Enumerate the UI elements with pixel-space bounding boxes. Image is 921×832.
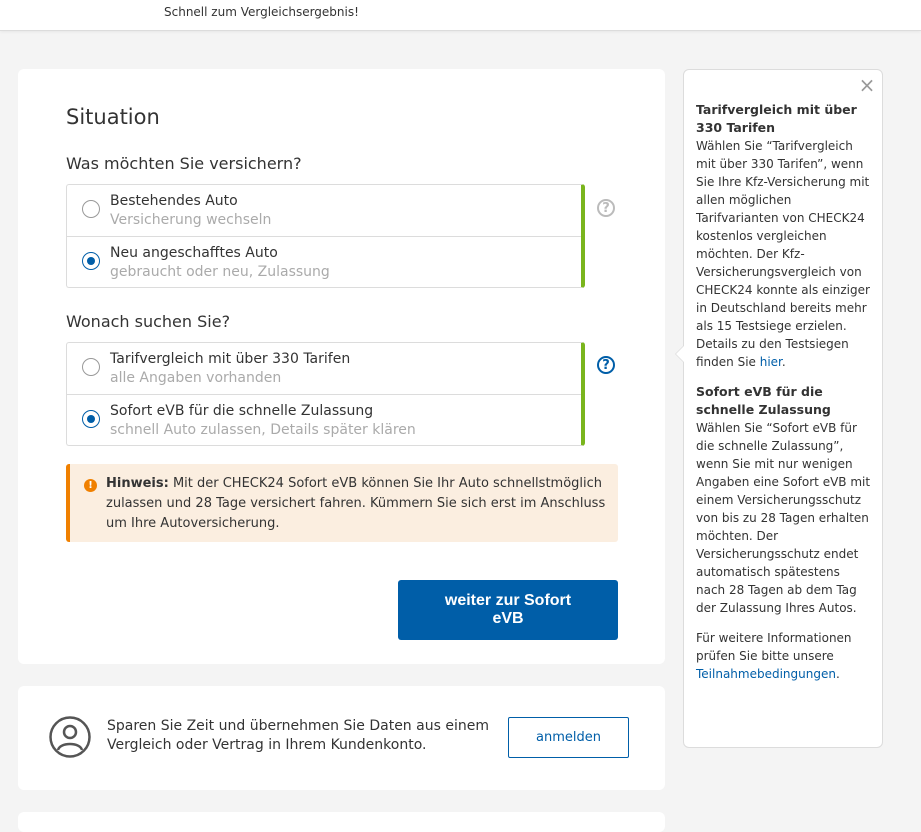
notice-box xyxy=(66,464,618,542)
option-subtitle: gebraucht oder neu, Zulassung xyxy=(110,264,330,280)
insure-option-group xyxy=(66,184,585,288)
terms-link[interactable]: Teilnahmebedingungen xyxy=(696,667,836,681)
radio-tariff-comparison[interactable] xyxy=(82,358,100,376)
radio-new-car[interactable] xyxy=(82,252,100,270)
question-search-label: Wonach suchen Sie? xyxy=(66,312,231,331)
sidebar-heading: Sofort eVB für die schnelle Zulassung xyxy=(696,384,831,417)
situation-title: Situation xyxy=(66,105,160,129)
sidebar-body-text: Wählen Sie “Sofort eVB für die schnelle Zulassung”, wenn Sie mit nur wenigen Angaben eine Sofort eVB mit einem Versicherungsschutz von bis zu 28 Tagen erhalten möchten. Der Versicherungsschutz endet automatisch spätestens nach 28 Tagen ab dem Tag der Zulassung Ihres Autos. xyxy=(696,421,871,615)
option-instant-evb[interactable] xyxy=(67,394,581,445)
option-new-car[interactable] xyxy=(67,236,581,287)
info-icon: ! xyxy=(84,479,97,492)
notice-label: Hinweis: xyxy=(106,476,169,491)
sidebar-content xyxy=(696,101,872,695)
login-prompt-text: Sparen Sie Zeit und übernehmen Sie Daten aus einem Vergleich oder Vertrag in Ihrem Kundenkonto. xyxy=(107,718,489,753)
option-title: Neu angeschafftes Auto xyxy=(110,245,278,261)
top-bar xyxy=(0,0,921,31)
notice-text xyxy=(106,474,612,534)
notice-body: Mit der CHECK24 Sofort eVB können Sie Ihr Auto schnellstmöglich zulassen und 28 Tage versichert fahren. Kümmern Sie sich erst im Anschluss um Ihre Autoversicherung. xyxy=(106,476,606,531)
help-sidebar xyxy=(683,69,883,748)
help-question-icon[interactable]: ? xyxy=(597,199,615,217)
option-existing-car[interactable] xyxy=(67,185,581,236)
sidebar-body-text: Für weitere Informationen prüfen Sie bitte unsere xyxy=(696,631,852,663)
sidebar-body xyxy=(696,629,872,683)
continue-instant-evb-button[interactable]: weiter zur Sofort eVB xyxy=(398,580,618,640)
sidebar-body-suffix: . xyxy=(781,355,786,369)
next-card xyxy=(18,812,665,832)
sidebar-section-tariff xyxy=(696,101,872,371)
help-question-icon-active[interactable]: ? xyxy=(597,356,615,374)
radio-instant-evb[interactable] xyxy=(82,410,100,428)
login-card xyxy=(18,686,665,790)
sidebar-body-suffix: . xyxy=(835,667,840,681)
header-tagline: Schnell zum Vergleichsergebnis! xyxy=(164,5,359,19)
option-subtitle: Versicherung wechseln xyxy=(110,212,272,228)
option-subtitle: alle Angaben vorhanden xyxy=(110,370,282,386)
option-tariff-comparison[interactable] xyxy=(67,343,581,394)
option-title: Tarifvergleich mit über 330 Tarifen xyxy=(110,351,351,367)
sidebar-section-terms xyxy=(696,629,872,683)
sidebar-section-evb xyxy=(696,383,872,617)
sidebar-heading: Tarifvergleich mit über 330 Tarifen xyxy=(696,102,857,135)
option-title: Bestehendes Auto xyxy=(110,193,238,209)
sidebar-body xyxy=(696,137,872,371)
user-circle-icon xyxy=(49,716,91,758)
option-title: Sofort eVB für die schnelle Zulassung xyxy=(110,403,374,419)
sidebar-body-text: Wählen Sie “Tarifvergleich mit über 330 Tarifen”, wenn Sie Ihre Kfz-Versicherung mit allen möglichen Tarifvarianten von CHECK24 kostenlos vergleichen möchten. Der Kfz-Versicherungsvergleich von CHECK24 konnte als einziger in Deutschland bereits mehr als 15 Testsiege erzielen. Details zu den Testsiegen finden Sie xyxy=(696,139,870,369)
radio-existing-car[interactable] xyxy=(82,200,100,218)
option-subtitle: schnell Auto zulassen, Details später klären xyxy=(110,422,416,438)
situation-card xyxy=(18,69,665,664)
question-insure-label: Was möchten Sie versichern? xyxy=(66,154,302,173)
login-button[interactable]: anmelden xyxy=(508,717,629,758)
testsiege-link[interactable]: hier xyxy=(759,355,782,369)
close-icon[interactable]: × xyxy=(858,73,876,97)
search-option-group xyxy=(66,342,585,446)
